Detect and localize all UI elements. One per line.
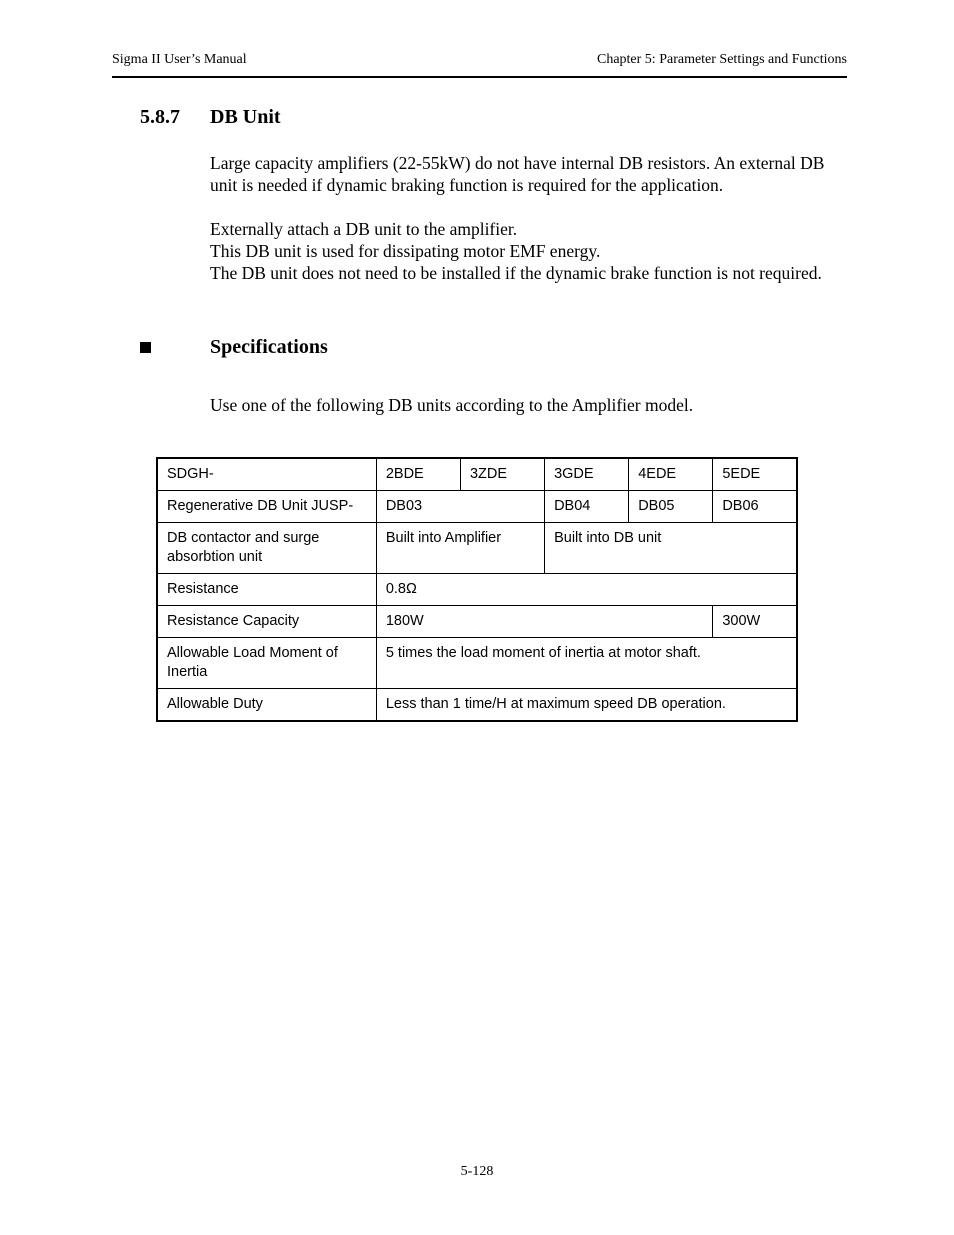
table-cell: Built into Amplifier (376, 523, 544, 574)
page-header (112, 52, 847, 78)
specifications-intro: Use one of the following DB units according to the Amplifier model. (210, 395, 694, 415)
table-cell: DB contactor and surge absorbtion unit (157, 523, 376, 574)
table-row (157, 458, 797, 491)
page-number: 5-128 (460, 1164, 494, 1179)
attach-line-2: This DB unit is used for dissipating motor EMF energy. (210, 241, 601, 261)
table-row (157, 491, 797, 523)
attach-line-3: The DB unit does not need to be installed if the dynamic brake function is not required. (210, 263, 822, 283)
table-cell: Regenerative DB Unit JUSP- (157, 491, 376, 523)
header-manual-title: Sigma II User’s Manual (112, 52, 247, 67)
table-row (157, 606, 797, 638)
table-cell: Allowable Duty (157, 689, 376, 722)
intro-paragraph: Large capacity amplifiers (22-55kW) do not have internal DB resistors. An external DB unit is needed if dynamic braking function is required for the application. (210, 153, 825, 195)
table-cell: 5 times the load moment of inertia at motor shaft. (376, 638, 797, 689)
table-cell: Less than 1 time/H at maximum speed DB operation. (376, 689, 797, 722)
table-row (157, 574, 797, 606)
table-cell: DB04 (545, 491, 629, 523)
specifications-title: Specifications (210, 336, 328, 358)
table-cell: Allowable Load Moment of Inertia (157, 638, 376, 689)
table-cell: Resistance Capacity (157, 606, 376, 638)
section-heading (140, 106, 281, 129)
header-chapter-title: Chapter 5: Parameter Settings and Functions (596, 52, 847, 67)
table-cell: 3ZDE (460, 458, 544, 491)
square-bullet-icon (140, 342, 151, 353)
table-row (157, 689, 797, 722)
table-cell: Resistance (157, 574, 376, 606)
attach-paragraph (210, 218, 850, 284)
table-row (157, 523, 797, 574)
table-cell: DB05 (629, 491, 713, 523)
table-cell: 0.8Ω (376, 574, 797, 606)
section-number: 5.8.7 (140, 106, 180, 128)
table-cell: 3GDE (545, 458, 629, 491)
table-cell: Built into DB unit (545, 523, 797, 574)
table-cell: 4EDE (629, 458, 713, 491)
table-cell: DB03 (376, 491, 544, 523)
table-cell: DB06 (713, 491, 797, 523)
table-cell: 300W (713, 606, 797, 638)
table-cell: SDGH- (157, 458, 376, 491)
attach-line-1: Externally attach a DB unit to the amplifier. (210, 219, 518, 239)
table-cell: 2BDE (376, 458, 460, 491)
table-cell: 180W (376, 606, 713, 638)
table-row (157, 638, 797, 689)
db-unit-spec-table (156, 457, 798, 722)
section-title: DB Unit (210, 106, 281, 128)
table-cell: 5EDE (713, 458, 797, 491)
